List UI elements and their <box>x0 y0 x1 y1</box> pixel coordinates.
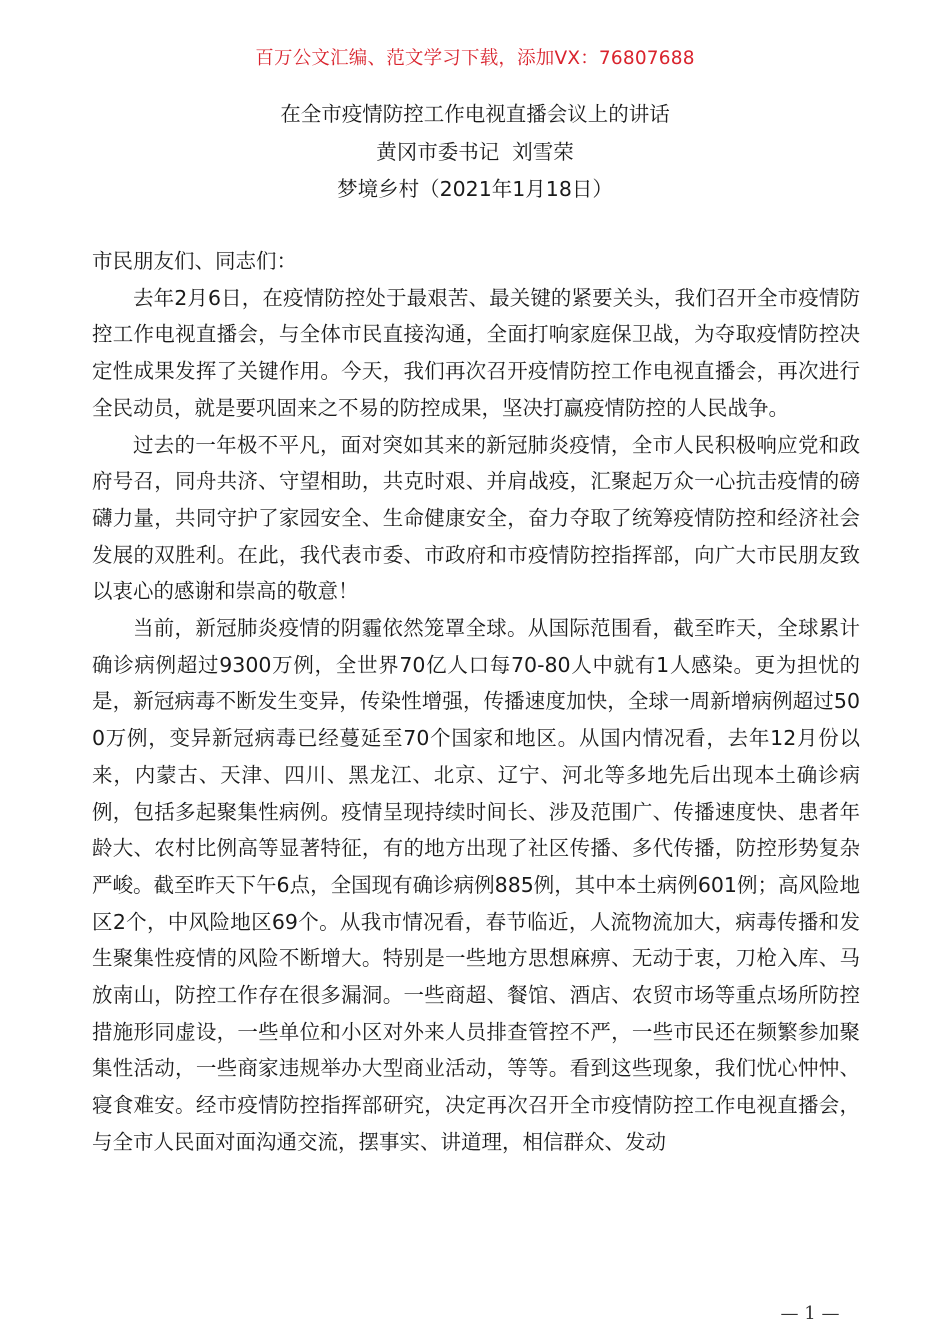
paragraph-2: 过去的一年极不平凡，面对突如其来的新冠肺炎疫情，全市人民积极响应党和政府号召，同舟共济、守望相助，共克时艰、并肩战疫，汇聚起万众一心抗击疫情的磅礴力量，共同守护了家园安全、生命健康安全，奋力夺取了统筹疫情防控和经济社会发展的双胜利。在此，我代表市委、市政府和市疫情防控指挥部，向广大市民朋友致以衷心的感谢和崇高的敬意！ <box>92 432 860 604</box>
paragraph-3: 当前，新冠肺炎疫情的阴霾依然笼罩全球。从国际范围看，截至昨天，全球累计确诊病例超过9300万例，全世界70亿人口每70-80人中就有1人感染。更为担忧的是，新冠病毒不断发生变异，传染性增强，传播速度加快，全球一周新增病例超过500万例，变异新冠病毒已经蔓延至70个国家和地区。从国内情况看，去年12月份以来，内蒙古、天津、四川、黑龙江、北京、辽宁、河北等多地先后出现本土确诊病例，包括多起聚集性病例。疫情呈现持续时间长、涉及范围广、传播速度快、患者年龄大、农村比例高等显著特征，有的地方出现了社区传播、多代传播，防控形势复杂严峻。截至昨天下午6点，全国现有确诊病例885例，其中本土病例601例；高风险地区2个，中风险地区69个。从我市情况看，春节临近，人流物流加大，病毒传播和发生聚集性疫情的风险不断增大。特别是一些地方思想麻痹、无动于衷，刀枪入库、马放南山，防控工作存在很多漏洞。一些商超、餐馆、酒店、农贸市场等重点场所防控措施形同虚设，一些单位和小区对外来人员排查管控不严，一些市民还在频繁参加聚集性活动，一些商家违规举办大型商业活动，等等。看到这些现象，我们忧心忡忡、寝食难安。经市疫情防控指挥部研究，决定再次召开全市疫情防控工作电视直播会，与全市人民面对面沟通交流，摆事实、讲道理，相信群众、发动 <box>92 616 860 1154</box>
document-body <box>92 243 860 1161</box>
paragraph-1: 去年2月6日，在疫情防控处于最艰苦、最关键的紧要关头，我们召开全市疫情防控工作电视直播会，与全体市民直接沟通，全面打响家庭保卫战，为夺取疫情防控决定性成果发挥了关键作用。今天，我们再次召开疫情防控工作电视直播会，再次进行全民动员，就是要巩固来之不易的防控成果，坚决打赢疫情防控的人民战争。 <box>92 285 860 420</box>
page-number: — 1 — <box>780 1303 840 1324</box>
document-author: 黄冈市委书记 刘雪荣 <box>376 139 574 164</box>
watermark-banner: 百万公文汇编、范文学习下载，添加VX：76807688 <box>255 48 695 69</box>
salutation: 市民朋友们、同志们： <box>92 249 297 273</box>
document-header <box>0 96 950 209</box>
document-title: 在全市疫情防控工作电视直播会议上的讲话 <box>280 102 670 126</box>
document-source-date: 梦境乡村（2021年1月18日） <box>337 177 613 201</box>
